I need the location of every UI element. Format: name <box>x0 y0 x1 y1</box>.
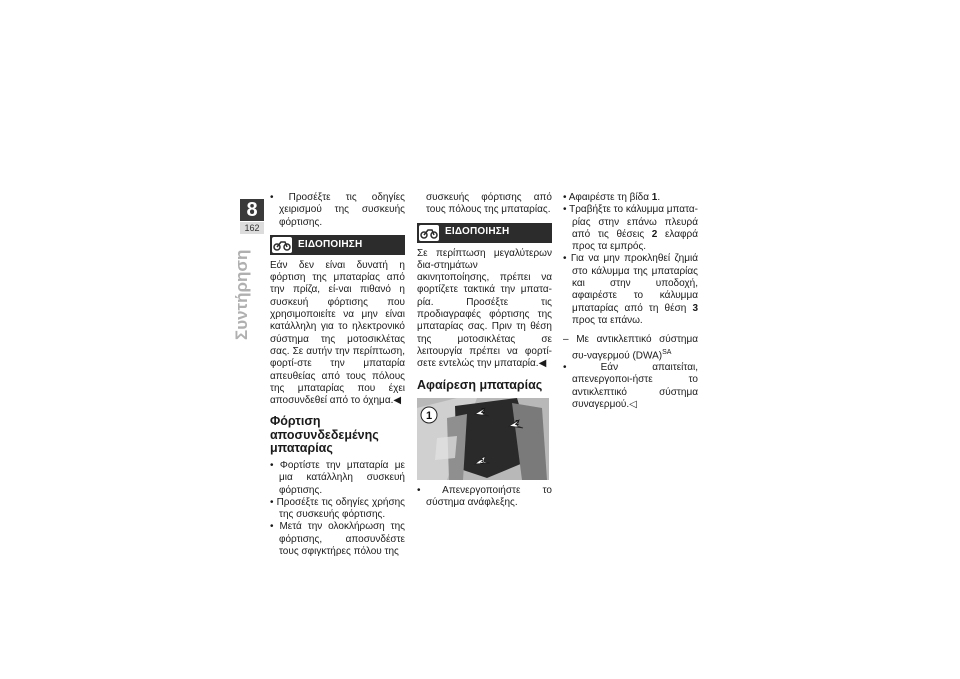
column-1 <box>270 192 405 558</box>
motorcycle-icon <box>419 225 439 241</box>
warning-label: ΕΙΔΟΠΟΙΗΣΗ <box>445 226 510 238</box>
warning-label: ΕΙΔΟΠΟΙΗΣΗ <box>298 238 363 250</box>
column-3 <box>563 192 698 411</box>
list-item: • Για να μην προκληθεί ζημιά στο κάλυμμα της μπαταρίας και στην υποδοχή, αφαιρέστε το κάλυμμα μπαταρίας από τη θέση 3 προς τα επάνω. <box>563 253 699 326</box>
list-item: • Προσέξτε τις οδηγίες χρήσης της συσκευής φόρτισης. <box>270 496 405 521</box>
list-item: • Τραβήξτε το κάλυμμα μπατα-ρίας στην επάνω πλευρά από τις θέσεις 2 ελαφρά προς τα εμπρός. <box>563 204 699 253</box>
continued-text: συσκευής φόρτισης από τους πόλους της μπαταρίας. <box>426 192 552 216</box>
section-heading: Φόρτιση αποσυνδεδεμένης μπαταρίας <box>270 414 379 456</box>
motorcycle-icon <box>272 237 292 253</box>
column-2 <box>417 192 552 510</box>
page-number: 162 <box>240 222 264 234</box>
section-heading: Αφαίρεση μπαταρίας <box>417 377 543 392</box>
battery-cover-illustration <box>417 398 549 480</box>
photo-label-3: 3 <box>480 459 484 467</box>
warning-banner <box>270 235 405 255</box>
photo-label-1: 1 <box>425 410 433 423</box>
photo-label-2: 2 <box>481 408 485 416</box>
warning-text: Σε περίπτωση μεγαλύτερων δια-στημάτων ακινητοποίησης, πρέπει να φορτίζετε τακτικά την μπατα-ρία. Προσέξτε τις προδιαγραφές φόρτισης της μπαταρίας σας. Πριν τη θέση της μοτοσικλέτας σε λειτουργία πρέπει να φορτί-σετε εντελώς την μπαταρία.◀ <box>417 247 552 370</box>
list-item: • Μετά την ολοκλήρωση της φόρτισης, αποσυνδέστε τους σφιγκτήρες πόλου της <box>270 521 405 558</box>
list-item: • Εάν απαιτείται, απενεργοποι-ήστε το αντικλεπτικό σύστημα συναγερμού.◁ <box>563 362 698 411</box>
list-item: • Φορτίστε την μπαταρία με μια κατάλληλη συσκευή φόρτισης. <box>270 459 405 496</box>
condition-item: – Με αντικλεπτικό σύστημα συ-ναγερμού (DWA)$^{SA}$ <box>563 334 698 361</box>
warning-text: Εάν δεν είναι δυνατή η φόρτιση της μπαταρίας από την πρίζα, εί-ναι πιθανό η συσκευή φόρτισης που χρησιμοποιείτε να μην είναι κατάλληλη για το ηλεκτρονικό σύστημα της μοτοσικλέτας σας. Σε αυτήν την περίπτωση, φορτί-στε την μπαταρία απευθείας από τους πόλους της μπαταρίας που έχει αποσυνδεθεί από το όχημα.◀ <box>270 259 405 407</box>
photo-label-2b: 2 <box>515 420 519 428</box>
list-item: • Απενεργοποιήστε το σύστημα ανάφλεξης. <box>417 485 552 509</box>
chapter-number: 8 <box>240 199 264 221</box>
warning-banner <box>417 223 552 243</box>
battery-photo <box>417 398 549 480</box>
list-item: • Αφαιρέστε τη βίδα 1. <box>563 192 661 203</box>
section-title: Συντήρηση <box>232 249 251 340</box>
list-item: • Προσέξτε τις οδηγίες χειρισμού της συσκευής φόρτισης. <box>270 192 405 228</box>
